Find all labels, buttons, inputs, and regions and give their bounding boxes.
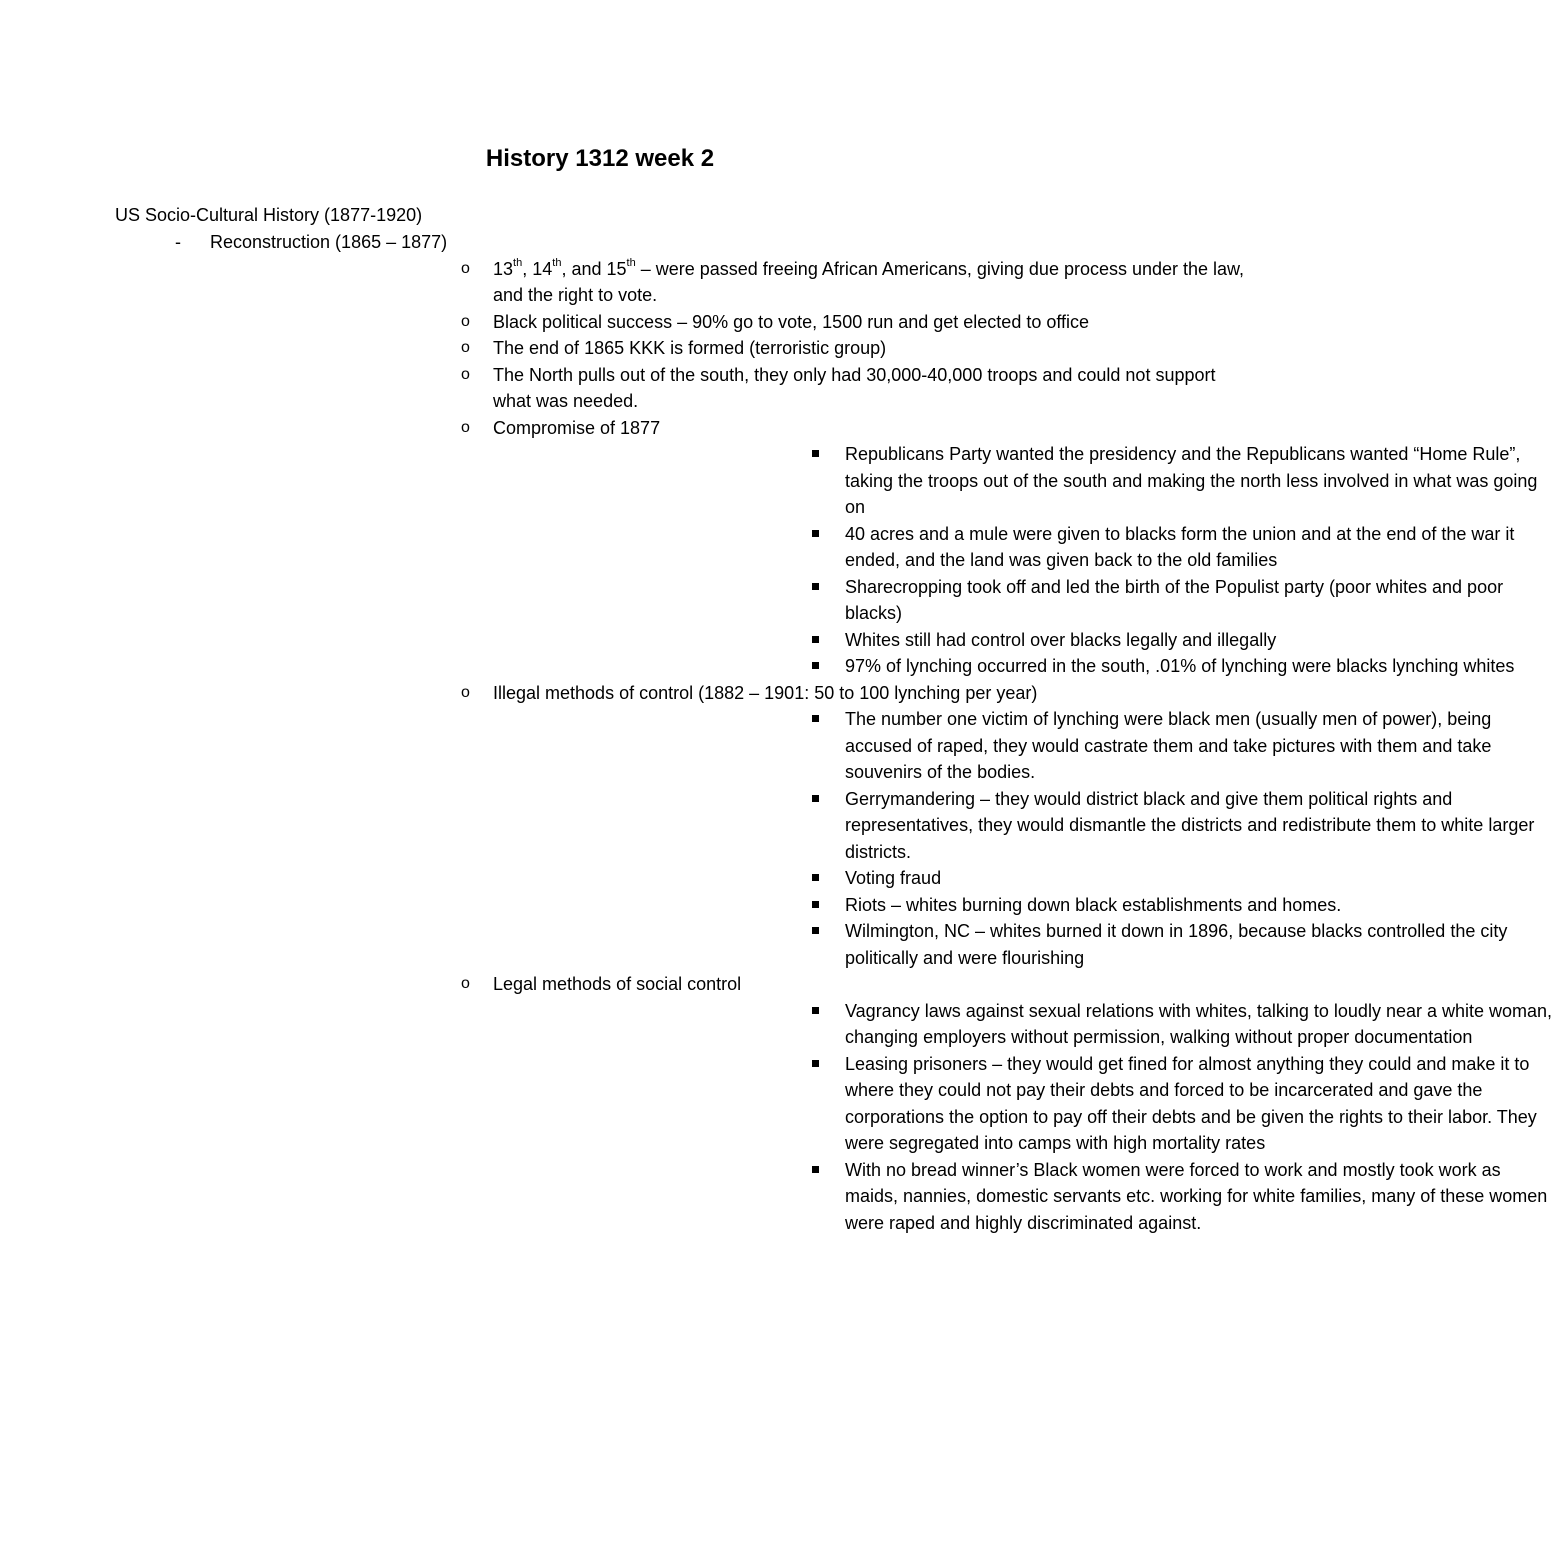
square-bullet-icon xyxy=(812,874,819,881)
compromise-label: Compromise of 1877 xyxy=(493,417,661,438)
list-item xyxy=(493,1157,1548,1237)
list-item-text: The end of 1865 KKK is formed (terroristic group) xyxy=(493,338,887,358)
separator: , and xyxy=(561,258,607,279)
list-item xyxy=(493,574,1504,627)
amendments-text xyxy=(493,256,1253,309)
reconstruction-label: Reconstruction (1865 – 1877) xyxy=(210,232,448,252)
list-item-text: With no bread winner’s Black women were forced to work and mostly took work as maids, nannies, domestic servants etc. working for white families, many of these women were raped and highly discriminated against. xyxy=(845,1159,1548,1233)
square-bullet-icon xyxy=(812,1007,819,1014)
square-bullet-icon xyxy=(812,1166,819,1173)
circle-marker: o xyxy=(461,683,470,701)
outline-level-3 xyxy=(493,706,1535,971)
circle-marker: o xyxy=(461,418,470,436)
outline-level-3 xyxy=(493,998,1553,1237)
square-bullet-icon xyxy=(812,530,819,537)
list-item-text: 97% of lynching occurred in the south, .01% of lynching were blacks lynching whites xyxy=(845,656,1515,676)
ordinal-suffix: th xyxy=(552,256,562,269)
square-bullet-icon xyxy=(812,927,819,934)
list-item xyxy=(493,521,1515,574)
illegal-methods-label: Illegal methods of control (1882 – 1901: 50 to 100 lynching per year) xyxy=(493,682,1038,703)
ordinal-suffix: th xyxy=(513,256,523,269)
list-item xyxy=(493,441,1538,521)
circle-marker: o xyxy=(461,339,470,356)
list-item xyxy=(493,892,1342,919)
list-item-text: Voting fraud xyxy=(845,868,942,888)
list-item-text: Gerrymandering – they would district black and give them political rights and representatives, they would dismantle the districts and redistribute them to white larger districts. xyxy=(845,788,1535,862)
legal-methods-label: Legal methods of social control xyxy=(493,974,742,994)
list-item xyxy=(493,865,1200,892)
list-item-text: Sharecropping took off and led the birth of the Populist party (poor whites and poor blacks) xyxy=(845,576,1504,623)
circle-marker: o xyxy=(461,259,470,277)
square-bullet-icon xyxy=(812,636,819,643)
square-bullet-icon xyxy=(812,1060,819,1067)
list-item-compromise xyxy=(210,415,1538,680)
list-item-text: Riots – whites burning down black establishments and homes. xyxy=(845,894,1342,915)
notes-outline xyxy=(0,229,1553,1236)
list-item-text: The number one victim of lynching were black men (usually men of power), being accused of raped, they would castrate them and take pictures with them and take souvenirs of the bodies. xyxy=(845,709,1492,782)
list-item xyxy=(493,918,1508,971)
list-item xyxy=(493,706,1492,786)
square-bullet-icon xyxy=(812,901,819,908)
list-item xyxy=(210,335,1200,362)
section-heading: US Socio-Cultural History (1877-1920) xyxy=(115,205,423,225)
square-bullet-icon xyxy=(812,715,819,722)
list-item xyxy=(493,1051,1537,1157)
outline-level-1 xyxy=(0,229,1553,1236)
list-item-text: 40 acres and a mule were given to blacks form the union and at the end of the war it ended, and the land was given back to the old families xyxy=(845,523,1515,570)
list-item xyxy=(210,309,1200,336)
dash-marker: - xyxy=(175,232,181,252)
circle-marker: o xyxy=(461,312,470,330)
list-item xyxy=(493,627,1277,654)
list-item xyxy=(210,362,1216,415)
separator: , xyxy=(522,258,533,279)
list-item-text: The North pulls out of the south, they only had 30,000-40,000 troops and could not support what was needed. xyxy=(493,364,1216,411)
list-item xyxy=(493,786,1535,866)
list-item-text: Republicans Party wanted the presidency and the Republicans wanted “Home Rule”, taking the troops out of the south and making the north less involved in what was going on xyxy=(845,444,1538,517)
amendment-14: 14 xyxy=(532,258,553,279)
amendment-13: 13 xyxy=(493,258,514,279)
list-item xyxy=(493,653,1515,680)
list-item-text: Vagrancy laws against sexual relations with whites, talking to loudly near a white woman, changing employers without permission, walking without proper documentation xyxy=(845,1000,1553,1047)
list-item-legal-methods xyxy=(210,971,1553,1236)
list-item xyxy=(493,998,1553,1051)
list-item-text: Leasing prisoners – they would get fined for almost anything they could and make it to where they could not pay their debts and forced to be incarcerated and gave the corporations the option to pay off their debts and be given the rights to their labor. They were segregated into camps with high mortality rates xyxy=(845,1053,1537,1153)
amendment-15: 15 xyxy=(606,258,627,279)
list-item-text: Whites still had control over blacks legally and illegally xyxy=(845,629,1277,650)
square-bullet-icon xyxy=(812,662,819,669)
outline-level-2 xyxy=(210,256,1553,1237)
circle-marker: o xyxy=(461,365,470,383)
amendments-description: – were passed freeing African Americans, giving due process under the law, and the right to vote. xyxy=(493,258,1245,305)
square-bullet-icon xyxy=(812,795,819,802)
list-item-text: Wilmington, NC – whites burned it down in 1896, because blacks controlled the city politically and were flourishing xyxy=(845,921,1508,968)
list-item-text: Black political success – 90% go to vote, 1500 run and get elected to office xyxy=(493,311,1090,332)
circle-marker: o xyxy=(461,975,470,992)
square-bullet-icon xyxy=(812,583,819,590)
list-item-reconstruction xyxy=(0,229,1553,1236)
page-title: History 1312 week 2 xyxy=(485,145,715,172)
square-bullet-icon xyxy=(812,450,819,457)
list-item-illegal-methods xyxy=(210,680,1535,972)
list-item-amendments xyxy=(210,256,1245,309)
outline-level-3 xyxy=(493,441,1538,680)
ordinal-suffix: th xyxy=(626,256,636,269)
